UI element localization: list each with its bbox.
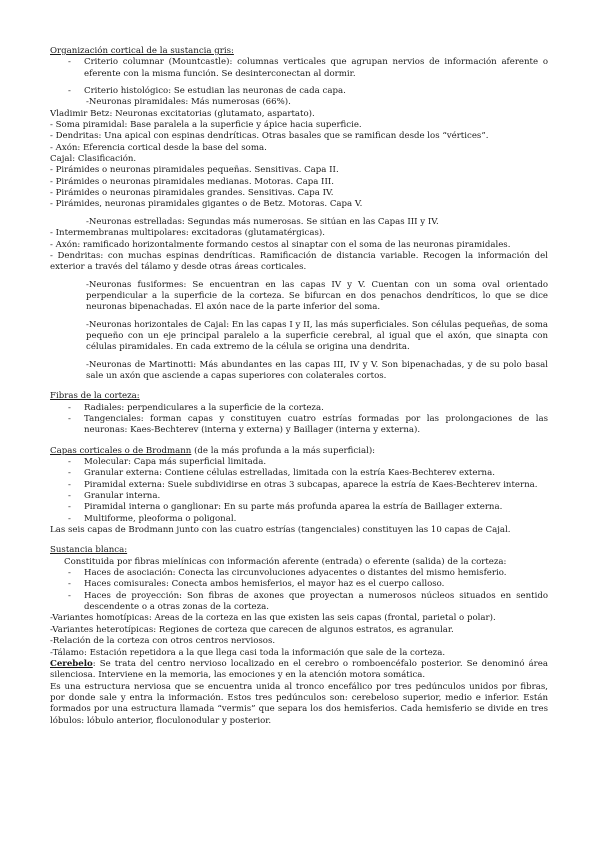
- fibras-tangenciales-item: [50, 414, 548, 437]
- neuronas-horizontales: -Neuronas horizontales de Cajal: En las capas I y II, las más superficiales. Son células pequeñas, de soma pequeño con un eje principal paralelo a la superficie cerebral, al igual que el axón, que sinapta con células piramidales. En cada extremo de la célula se origina una dendrita.: [86, 319, 548, 353]
- axon-line: - Axón: Eferencia cortical desde la base del soma.: [50, 142, 267, 153]
- heading-capas: Capas corticales o de Brodmann: [50, 445, 192, 456]
- neuronas-fusiformes: -Neuronas fusiformes: Se encuentran en las capas IV y V. Cuentan con un soma oval orientado perpendicular a la superficie de la corteza. Se bifurcan en dos penachos dendríticos, lo que se dice neuronas bipenachadas. El axón nace de la parte inferior del soma.: [86, 279, 548, 313]
- talamo-line: -Tálamo: Estación repetidora a la que llega casi toda la información que sale de la corteza.: [50, 647, 446, 658]
- criterio-histologico-item: [50, 86, 548, 97]
- piramide-2: - Pirámides o neuronas piramidales medianas. Motoras. Capa III.: [50, 176, 334, 187]
- bullet-dash: -: [68, 513, 71, 524]
- piramide-1: - Pirámides o neuronas piramidales pequeñas. Sensitivas. Capa II.: [50, 165, 339, 176]
- neuronas-piramidales: -Neuronas piramidales: Más numerosas (66%).: [86, 97, 291, 108]
- bullet-dash: -: [68, 579, 71, 590]
- haces-comisurales-text: Haces comisurales: Conecta ambos hemisferios, el mayor haz es el cuerpo calloso.: [84, 579, 445, 590]
- betz-line: Vladimir Betz: Neuronas excitatorias (glutamato, aspartato).: [50, 108, 315, 119]
- dendritas2-para: - Dendritas: con muchas espinas dendríticas. Ramificación de distancia variable. Recogen la información del exterior a través del tálamo y desde otras áreas corticales.: [50, 250, 548, 273]
- capa-text: Molecular: Capa más superficial limitada.: [84, 457, 267, 467]
- criterio-histologico-text: Criterio histológico: Se estudian las neuronas de cada capa.: [84, 86, 346, 97]
- fibras-radiales-item: [50, 403, 548, 414]
- piramide-4: - Pirámides, neuronas piramidales gigantes o de Betz. Motoras. Capa V.: [50, 199, 363, 210]
- haces-asociacion-item: [50, 568, 548, 579]
- bullet-dash: -: [68, 590, 71, 601]
- capa-text: Multiforme, pleoforma o poligonal.: [84, 513, 237, 524]
- bullet-dash: -: [68, 502, 71, 513]
- neuronas-estrelladas: -Neuronas estrelladas: Segundas más numerosas. Se sitúan en las Capas III y IV.: [86, 216, 439, 227]
- cerebelo-para: [50, 659, 548, 682]
- bullet-dash: -: [68, 86, 71, 97]
- haces-asociacion-text: Haces de asociación: Conecta las circunvoluciones adyacentes o distantes del mismo hemisferio.: [84, 568, 507, 579]
- variantes-heterotipicas: -Variantes heterotípicas: Regiones de corteza que carecen de algunos estratos, es agranular.: [50, 624, 454, 635]
- cajal-line: Cajal: Clasificación.: [50, 154, 137, 165]
- sustancia-blanca-intro: Constituida por fibras mielínicas con información aferente (entrada) o eferente (salida) de la corteza:: [64, 556, 507, 567]
- bullet-dash: -: [68, 57, 71, 68]
- capa-item-4: [50, 491, 548, 502]
- bullet-dash: -: [68, 457, 71, 467]
- heading-sustancia-blanca: Sustancia blanca:: [50, 545, 128, 556]
- bullet-dash: -: [68, 468, 71, 479]
- fibras-radiales-text: Radiales: perpendiculares a la superficie de la corteza.: [84, 402, 324, 413]
- intermembranas-line: - Intermembranas multipolares: excitadoras (glutamatérgicas).: [50, 228, 325, 239]
- piramide-3: - Pirámides o neuronas piramidales grandes. Sensitivas. Capa IV.: [50, 188, 334, 199]
- fibras-tangenciales-text: Tangenciales: forman capas y constituyen cuatro estrías formadas por las prolongaciones de las neuronas: Kaes-Bechterev (interna y externa) y Baillager (interna y externa).: [84, 413, 548, 436]
- heading-organizacion: Organización cortical de la sustancia gris:: [50, 46, 234, 56]
- bullet-dash: -: [68, 402, 71, 413]
- heading-capas-note: (de la más profunda a la más superficial):: [191, 445, 376, 456]
- heading-fibras: Fibras de la corteza:: [50, 391, 140, 402]
- haces-proyeccion-item: [50, 591, 548, 614]
- cerebelo-para-2: Es una estructura nerviosa que se encuentra unida al tronco encefálico por tres pedúnculos unidos por fibras, por donde sale y entra la información. Estos tres pedúnculos son: cerebeloso superior, medio e inferior. Están formados por una estructura llamada “vermis” que separa los dos hemisferios. Cada hemisferio se divide en tres lóbulos: lóbulo anterior, floculonodular y posterior.: [50, 681, 548, 726]
- criterio-columnar-text: Criterio columnar (Mountcastle): columnas verticales que agrupan nervios de información aferente o eferente con la misma función. Se desinterconectan al dormir.: [84, 57, 548, 79]
- capa-text: Piramidal interna o ganglionar: En su parte más profunda aparea la estría de Baillager externa.: [84, 502, 503, 513]
- criterio-columnar-item: [50, 57, 548, 80]
- bullet-dash: -: [68, 491, 71, 502]
- capa-text: Piramidal externa: Suele subdividirse en otras 3 subcapas, aparece la estría de Kaes-Bechterev interna.: [84, 479, 538, 490]
- capa-item-6: [50, 514, 548, 525]
- capa-text: Granular externa: Contiene células estrelladas, limitada con la estría Kaes-Bechterev externa.: [84, 468, 495, 479]
- capa-text: Granular interna.: [84, 491, 161, 502]
- bullet-dash: -: [68, 568, 71, 579]
- neuronas-martinotti: -Neuronas de Martinotti: Más abundantes en las capas III, IV y V. Son bipenachadas, y de su polo basal sale un axón que asciende a capas superiores con colaterales cortos.: [86, 359, 548, 381]
- heading-cerebelo: Cerebelo: [50, 658, 93, 669]
- axon2-line: - Axón: ramificado horizontalmente formando cestos al sinaptar con el soma de las neuronas piramidales.: [50, 239, 511, 250]
- capa-item-2: [50, 468, 548, 479]
- bullet-dash: -: [68, 413, 71, 424]
- dendritas-line: - Dendritas: Una apical con espinas dendríticas. Otras basales que se ramifican desde los “vértices”.: [50, 131, 489, 142]
- capa-item-1: [50, 457, 548, 468]
- capa-item-3: [50, 480, 548, 491]
- relacion-corteza: -Relación de la corteza con otros centros nerviosos.: [50, 636, 276, 647]
- haces-comisurales-item: [50, 579, 548, 590]
- variantes-homotipicas: -Variantes homotípicas: Áreas de la corteza en las que existen las seis capas (frontal, parietal o polar).: [50, 613, 496, 624]
- capa-item-5: [50, 502, 548, 513]
- bullet-dash: -: [68, 479, 71, 490]
- haces-proyeccion-text: Haces de proyección: Son fibras de axones que proyectan a numerosos núcleos situados en sentido descendente o a otras zonas de la corteza.: [84, 590, 548, 613]
- capas-summary: Las seis capas de Brodmann junto con las cuatro estrías (tangenciales) constituyen las 10 capas de Cajal.: [50, 525, 511, 536]
- cerebelo-text: : Se trata del centro nervioso localizado en el cerebro o romboencéfalo posterior. Se denominó área silenciosa. Interviene en la memoria, las emociones y en la atención motora somática.: [50, 658, 548, 681]
- soma-line: - Soma piramidal: Base paralela a la superficie y ápice hacia superficie.: [50, 120, 362, 131]
